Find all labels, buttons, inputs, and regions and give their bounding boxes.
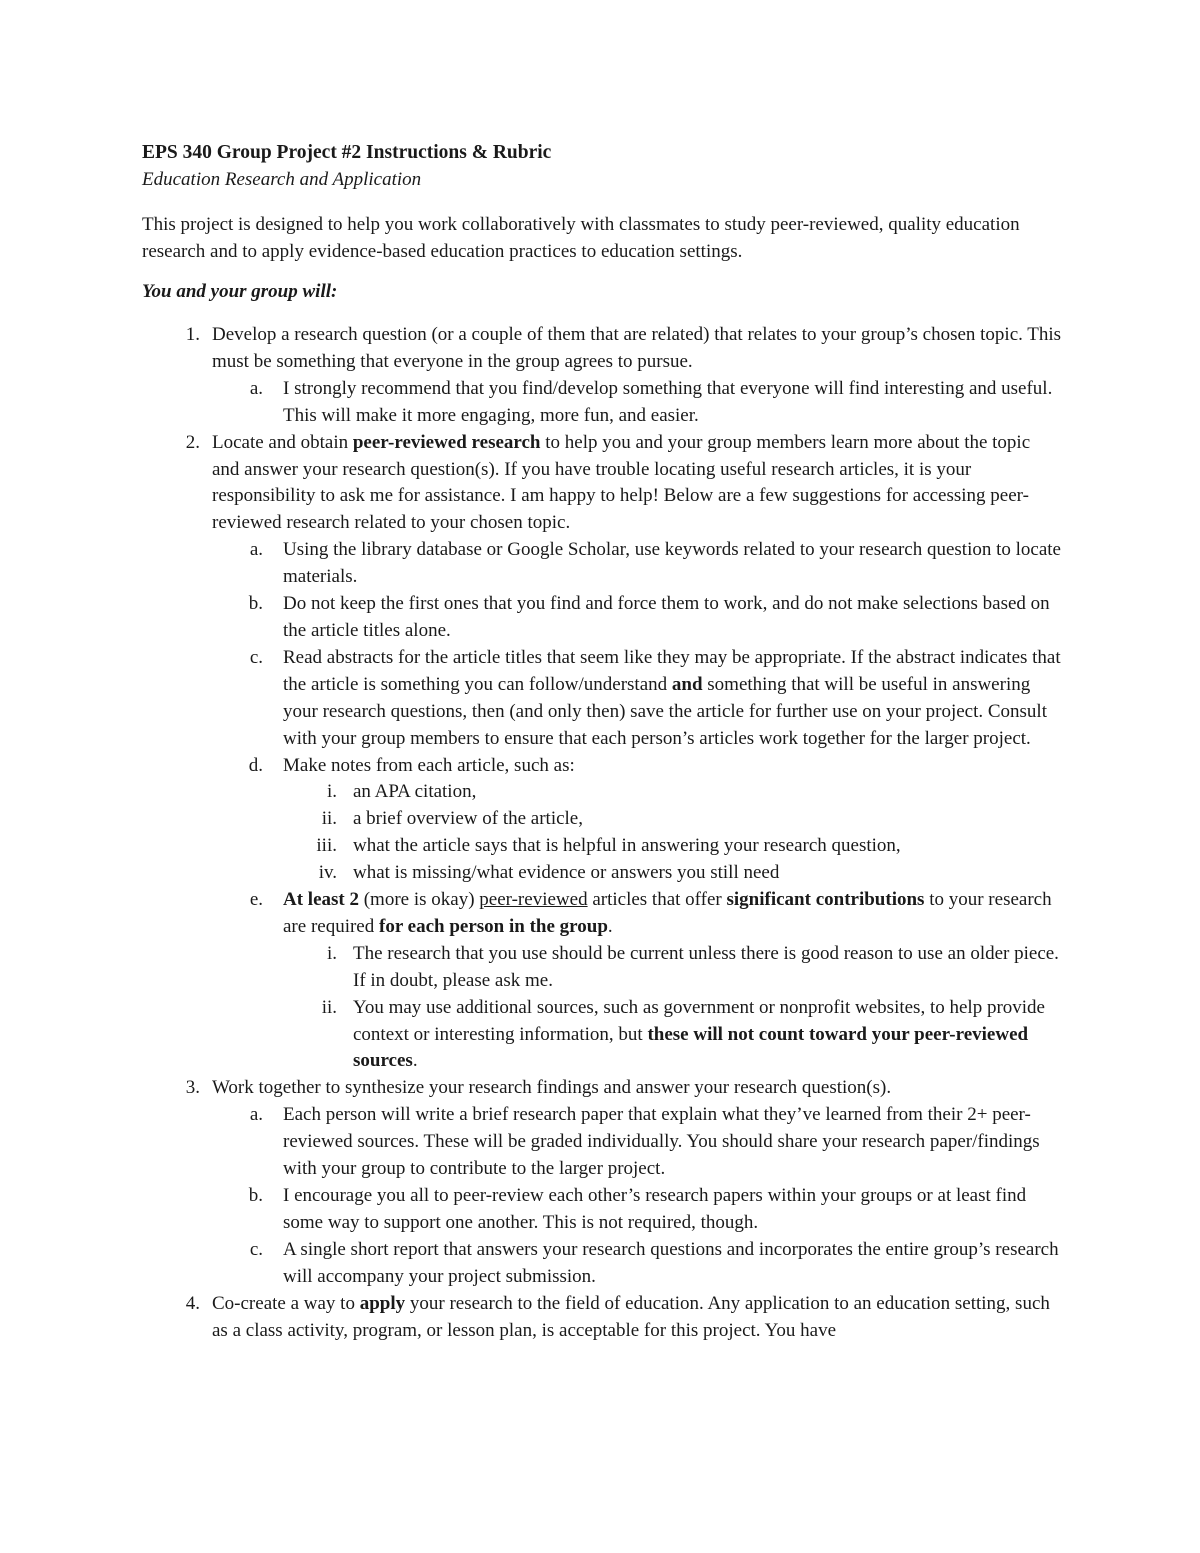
list-item-text: what is missing/what evidence or answers you still need: [353, 862, 780, 884]
list-letter: b.: [248, 1185, 263, 1206]
text-run: to help you and your group members learn more about the topic and answer your research question(s). If you have trouble locating useful research articles, it is your responsibility to ask me for assistance. I am happy to help! Below are a few suggestions for accessing peer-reviewed research related to your chosen topic.: [212, 431, 1031, 534]
list-letter: b.: [248, 593, 263, 615]
text-run: articles that offer: [587, 889, 727, 911]
bold-text: At least 2: [283, 889, 359, 911]
list-item-2a: [249, 537, 1063, 591]
document-subtitle: Education Research and Application: [142, 169, 422, 190]
list-roman: ii.: [321, 996, 337, 1018]
list-number: 3.: [185, 1077, 200, 1099]
list-item-2e-i: [326, 941, 1063, 995]
bold-text: and: [671, 673, 703, 695]
list-item-text: I strongly recommend that you find/develop something that everyone will find interesting and useful. This will make it more engaging, more fun, and easier.: [283, 377, 1053, 426]
list-number: 2.: [185, 431, 200, 453]
list-roman: i.: [326, 781, 337, 803]
text-run: You may use additional sources, such as government or nonprofit websites, to help provide context or interesting information, but: [353, 996, 1045, 1045]
list-item-2d-i: [326, 779, 1063, 806]
text-run: (more is okay): [358, 889, 480, 911]
list-roman: i.: [326, 942, 337, 964]
section-heading: You and your group will:: [142, 281, 338, 302]
bold-text: for each person in the group: [379, 915, 608, 937]
text-run: Locate and obtain: [212, 431, 353, 453]
bold-text: these will not count toward your peer-reviewed sources: [353, 1023, 1029, 1072]
list-item-2c: [249, 645, 1063, 753]
list-number: 4.: [185, 1292, 200, 1314]
text-run: something that will be useful in answering your research questions, then (and only then) save the article for further use on your project. Consult with your group members to ensure that each person’s articles work together for the larger project.: [283, 673, 1047, 749]
text-run: Co-create a way to: [212, 1292, 360, 1314]
list-item-text: a brief overview of the article,: [353, 808, 583, 830]
list-item-4: [185, 1291, 1062, 1345]
underlined-text: peer-reviewed: [479, 889, 588, 911]
list-item-3b: [248, 1183, 1063, 1237]
document-title: EPS 340 Group Project #2 Instructions & Rubric: [142, 142, 552, 163]
list-item-text: A single short report that answers your research questions and incorporates the entire group’s research will accompany your project submission.: [283, 1238, 1059, 1287]
list-item-text: Make notes from each article, such as:: [283, 754, 575, 776]
text-run: to your research are required: [283, 889, 1052, 937]
list-item-1: [185, 322, 1062, 376]
list-item-2d-iii: [316, 833, 1063, 860]
list-item-2e: [249, 887, 1063, 941]
list-letter: d.: [248, 754, 263, 776]
list-item-2d: [248, 753, 1063, 780]
list-item-2e-ii: [321, 995, 1063, 1076]
list-item-3c: [249, 1237, 1063, 1291]
intro-paragraph: This project is designed to help you work collaboratively with classmates to study peer-reviewed, quality education research and to apply evidence-based education practices to education settings.: [142, 214, 1020, 262]
bold-text: peer-reviewed research: [352, 431, 541, 453]
list-roman: iv.: [318, 862, 337, 884]
list-item-text: what the article says that is helpful in answering your research question,: [353, 835, 901, 857]
list-item-2d-iv: [318, 860, 1063, 887]
list-letter: e.: [249, 889, 263, 911]
list-item-text: an APA citation,: [353, 781, 477, 803]
list-item-text: Develop a research question (or a couple of them that are related) that relates to your group’s chosen topic. This must be something that everyone in the group agrees to pursue.: [212, 324, 1062, 372]
list-roman: ii.: [321, 808, 337, 830]
list-item-text: The research that you use should be current unless there is good reason to use an older piece. If in doubt, please ask me.: [353, 942, 1059, 991]
list-item-2b: [248, 591, 1063, 645]
text-run: .: [607, 915, 613, 937]
list-letter: c.: [249, 1238, 263, 1260]
list-item-text: Work together to synthesize your research findings and answer your research question(s).: [212, 1077, 892, 1099]
list-letter: a.: [249, 377, 263, 399]
text-run: Read abstracts for the article titles that seem like they may be appropriate. If the abstract indicates that the article is something you can follow/understand: [283, 646, 1061, 695]
list-letter: c.: [249, 646, 263, 668]
text-run: .: [412, 1050, 418, 1072]
list-item-text: Using the library database or Google Scholar, use keywords related to your research question to locate materials.: [283, 539, 1061, 588]
list-letter: a.: [249, 539, 263, 561]
bold-text: apply: [359, 1292, 406, 1314]
list-item-3a: [249, 1102, 1063, 1183]
instructions-list: [0, 322, 1200, 1344]
list-number: 1.: [185, 324, 200, 345]
list-item-1a: [249, 376, 1063, 430]
list-item-2: [185, 430, 1062, 538]
list-item-3: [185, 1075, 1062, 1102]
list-item-text: Do not keep the first ones that you find and force them to work, and do not make selections based on the article titles alone.: [283, 593, 1050, 641]
bold-text: significant contributions: [726, 889, 925, 911]
text-run: your research to the field of education. Any application to an education setting, such as a class activity, program, or lesson plan, is acceptable for this project. You have: [212, 1292, 1050, 1341]
list-item-text: Each person will write a brief research paper that explain what they’ve learned from their 2+ peer-reviewed sources. These will be graded individually. You should share your research paper/findings with your group to contribute to the larger project.: [283, 1104, 1040, 1180]
list-roman: iii.: [316, 835, 337, 857]
list-letter: a.: [249, 1104, 263, 1126]
list-item-text: I encourage you all to peer-review each other’s research papers within your groups or at least find some way to support one another. This is not required, though.: [283, 1185, 1027, 1233]
list-item-2d-ii: [321, 806, 1063, 833]
